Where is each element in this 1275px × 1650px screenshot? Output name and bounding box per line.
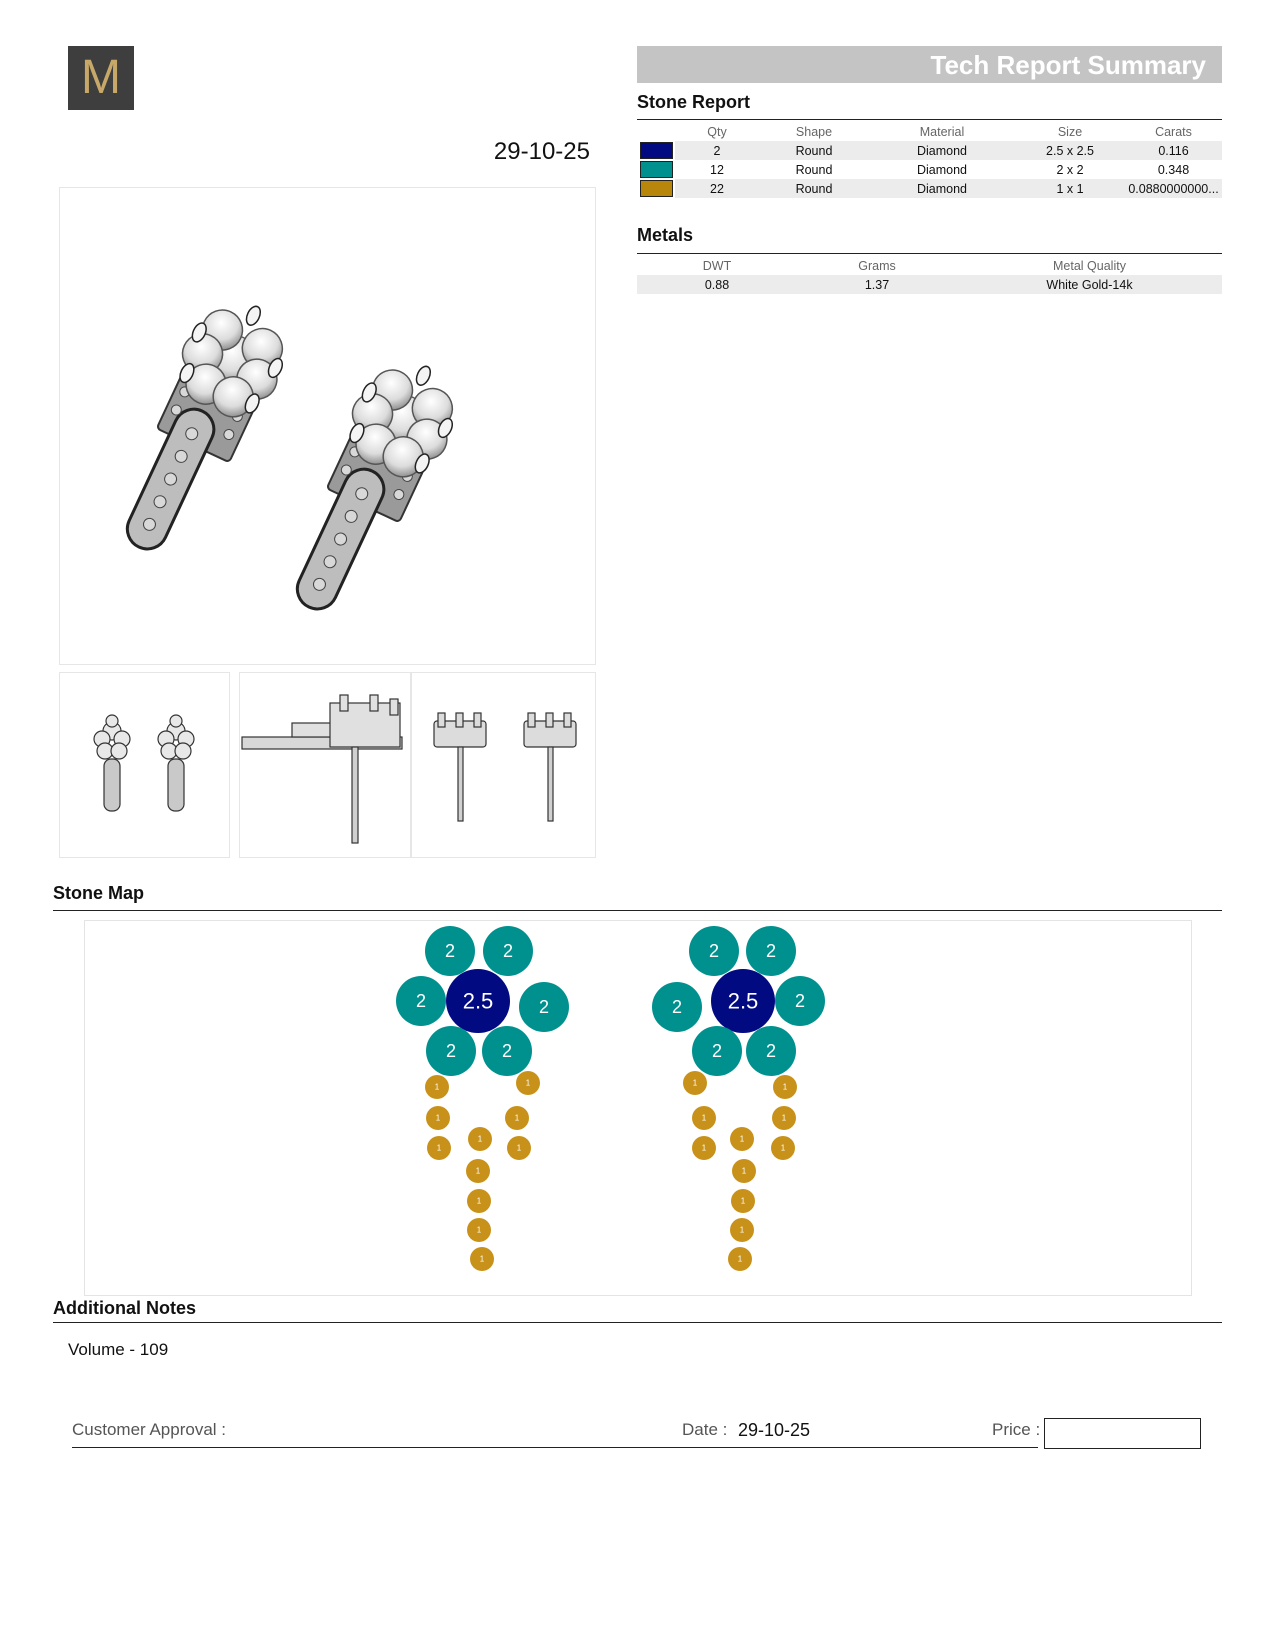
stone-size-label: 1 <box>739 1225 745 1235</box>
metals-table <box>637 256 1222 294</box>
shape-cell: Round <box>759 179 869 198</box>
table-row <box>637 160 1222 179</box>
stone-petal <box>519 982 569 1032</box>
stone-accent <box>507 1136 531 1160</box>
thumbnail-back-view[interactable] <box>411 672 596 858</box>
company-logo <box>68 46 134 110</box>
size-cell: 2.5 x 2.5 <box>1015 141 1125 160</box>
stone-size-label: 1 <box>476 1196 482 1206</box>
stone-size-label: 1 <box>436 1143 442 1153</box>
size-cell: 1 x 1 <box>1015 179 1125 198</box>
stone-petal <box>396 976 446 1026</box>
qty-cell: 2 <box>675 141 759 160</box>
side-view-image <box>240 673 410 857</box>
carats-column-header: Carats <box>1155 124 1192 139</box>
stone-accent <box>468 1127 492 1151</box>
price-label: Price : <box>992 1420 1041 1439</box>
stone-accent <box>467 1189 491 1213</box>
color-column-header <box>637 122 675 141</box>
stone-center <box>711 969 775 1033</box>
stone-accent <box>771 1136 795 1160</box>
stone-accent <box>730 1218 754 1242</box>
stone-size-label: 2 <box>765 1041 777 1061</box>
stone-map-panel <box>84 920 1192 1296</box>
main-product-render <box>59 187 596 665</box>
stone-size-label: 2 <box>711 1041 723 1061</box>
stone-size-label: 1 <box>525 1078 531 1088</box>
stone-accent <box>728 1247 752 1271</box>
stone-report-header-row <box>637 122 1222 141</box>
stone-accent <box>516 1071 540 1095</box>
stone-accent <box>466 1159 490 1183</box>
stone-size-label: 2 <box>501 1041 513 1061</box>
earrings-render-image <box>60 188 595 664</box>
shape-cell: Round <box>795 162 833 177</box>
stone-color-swatch <box>640 180 673 197</box>
carats-cell: 0.0880000000... <box>1125 179 1222 198</box>
stone-size-label: 1 <box>737 1254 743 1264</box>
shape-cell: Round <box>759 141 869 160</box>
stone-map-divider <box>53 910 1222 911</box>
report-title-bar <box>637 46 1222 83</box>
stone-size-label: 2 <box>794 991 806 1011</box>
stone-size-label: 1 <box>701 1113 707 1123</box>
additional-notes-divider <box>53 1322 1222 1323</box>
carats-cell: 0.348 <box>1157 162 1190 177</box>
stone-accent <box>730 1127 754 1151</box>
stone-size-label: 1 <box>434 1082 440 1092</box>
approval-date-label: Date : <box>682 1420 728 1439</box>
price-input-box[interactable] <box>1044 1418 1201 1449</box>
stone-size-label: 1 <box>479 1254 485 1264</box>
stone-size-label: 2 <box>538 997 550 1017</box>
logo-letter: M <box>81 51 121 104</box>
stone-map-diagram <box>85 921 1191 1295</box>
stone-accent <box>773 1075 797 1099</box>
metal-quality-cell: White Gold-14k <box>957 275 1222 294</box>
stone-size-label: 1 <box>475 1166 481 1176</box>
stone-report-table <box>637 122 1222 198</box>
metals-header-row <box>637 256 1222 275</box>
shape-column-header: Shape <box>795 124 833 139</box>
material-cell: Diamond <box>869 141 1015 160</box>
material-column-header: Material <box>919 124 965 139</box>
stone-size-label: 1 <box>739 1134 745 1144</box>
table-row <box>637 275 1222 294</box>
report-title: Tech Report Summary <box>930 50 1206 80</box>
stone-size-label: 2 <box>415 991 427 1011</box>
stone-petal <box>652 982 702 1032</box>
material-cell: Diamond <box>916 162 968 177</box>
stone-petal <box>689 926 739 976</box>
stone-accent <box>426 1106 450 1130</box>
thumbnail-front-view[interactable] <box>59 672 230 858</box>
stone-color-swatch <box>640 161 673 178</box>
stone-petal <box>746 926 796 976</box>
additional-notes-heading: Additional Notes <box>53 1298 196 1318</box>
stone-accent <box>467 1218 491 1242</box>
approval-signature-line <box>72 1447 1038 1448</box>
stone-size-label: 2 <box>765 941 777 961</box>
qty-cell: 12 <box>710 162 724 177</box>
stone-size-label: 2 <box>445 1041 457 1061</box>
front-view-image <box>60 673 229 857</box>
stone-size-label: 2 <box>502 941 514 961</box>
stone-size-label: 2 <box>444 941 456 961</box>
stone-center <box>446 969 510 1033</box>
stone-size-label: 2 <box>671 997 683 1017</box>
stone-accent <box>505 1106 529 1130</box>
stone-size-label: 1 <box>477 1134 483 1144</box>
table-row <box>637 141 1222 160</box>
stone-accent <box>692 1106 716 1130</box>
thumbnail-side-view[interactable] <box>239 672 411 858</box>
stone-size-label: 2.5 <box>727 988 759 1014</box>
size-cell: 2 x 2 <box>1056 162 1084 177</box>
carats-cell: 0.116 <box>1125 141 1222 160</box>
stone-report-divider <box>637 119 1222 120</box>
stone-petal <box>775 976 825 1026</box>
stone-size-label: 1 <box>435 1113 441 1123</box>
approval-date-value: 29-10-25 <box>738 1420 811 1440</box>
stone-accent <box>692 1136 716 1160</box>
stone-petal <box>746 1026 796 1076</box>
qty-column-header: Qty <box>707 124 727 139</box>
stone-accent <box>683 1071 707 1095</box>
grams-cell: 1.37 <box>797 275 957 294</box>
stone-petal <box>482 1026 532 1076</box>
size-column-header: Size <box>1057 124 1083 139</box>
report-date: 29-10-25 <box>493 138 590 165</box>
stone-size-label: 1 <box>701 1143 707 1153</box>
notes-text: Volume - 109 <box>68 1340 169 1359</box>
stone-petal <box>425 926 475 976</box>
stone-accent <box>731 1189 755 1213</box>
stone-map-heading: Stone Map <box>53 883 145 903</box>
stone-accent <box>470 1247 494 1271</box>
stone-accent <box>427 1136 451 1160</box>
stone-size-label: 1 <box>514 1113 520 1123</box>
material-cell: Diamond <box>869 179 1015 198</box>
stone-size-label: 2 <box>708 941 720 961</box>
stone-petal <box>426 1026 476 1076</box>
dwt-cell: 0.88 <box>637 275 797 294</box>
stone-accent <box>732 1159 756 1183</box>
stone-size-label: 1 <box>516 1143 522 1153</box>
stone-size-label: 1 <box>782 1082 788 1092</box>
stone-color-swatch <box>640 142 673 159</box>
stone-petal <box>483 926 533 976</box>
stone-accent <box>425 1075 449 1099</box>
stone-petal <box>692 1026 742 1076</box>
metals-heading: Metals <box>637 225 694 245</box>
customer-approval-label: Customer Approval : <box>72 1420 227 1439</box>
stone-size-label: 1 <box>476 1225 482 1235</box>
stone-size-label: 1 <box>740 1196 746 1206</box>
metals-divider <box>637 253 1222 254</box>
dwt-column-header: DWT <box>702 258 732 273</box>
stone-size-label: 1 <box>781 1113 787 1123</box>
stone-size-label: 1 <box>741 1166 747 1176</box>
grams-column-header: Grams <box>858 258 896 273</box>
back-view-image <box>412 673 595 857</box>
table-row <box>637 179 1222 198</box>
stone-size-label: 1 <box>780 1143 786 1153</box>
stone-size-label: 1 <box>692 1078 698 1088</box>
stone-report-heading: Stone Report <box>637 92 751 112</box>
metal-quality-column-header: Metal Quality <box>1053 258 1126 273</box>
qty-cell: 22 <box>675 179 759 198</box>
stone-accent <box>772 1106 796 1130</box>
stone-size-label: 2.5 <box>462 988 494 1014</box>
